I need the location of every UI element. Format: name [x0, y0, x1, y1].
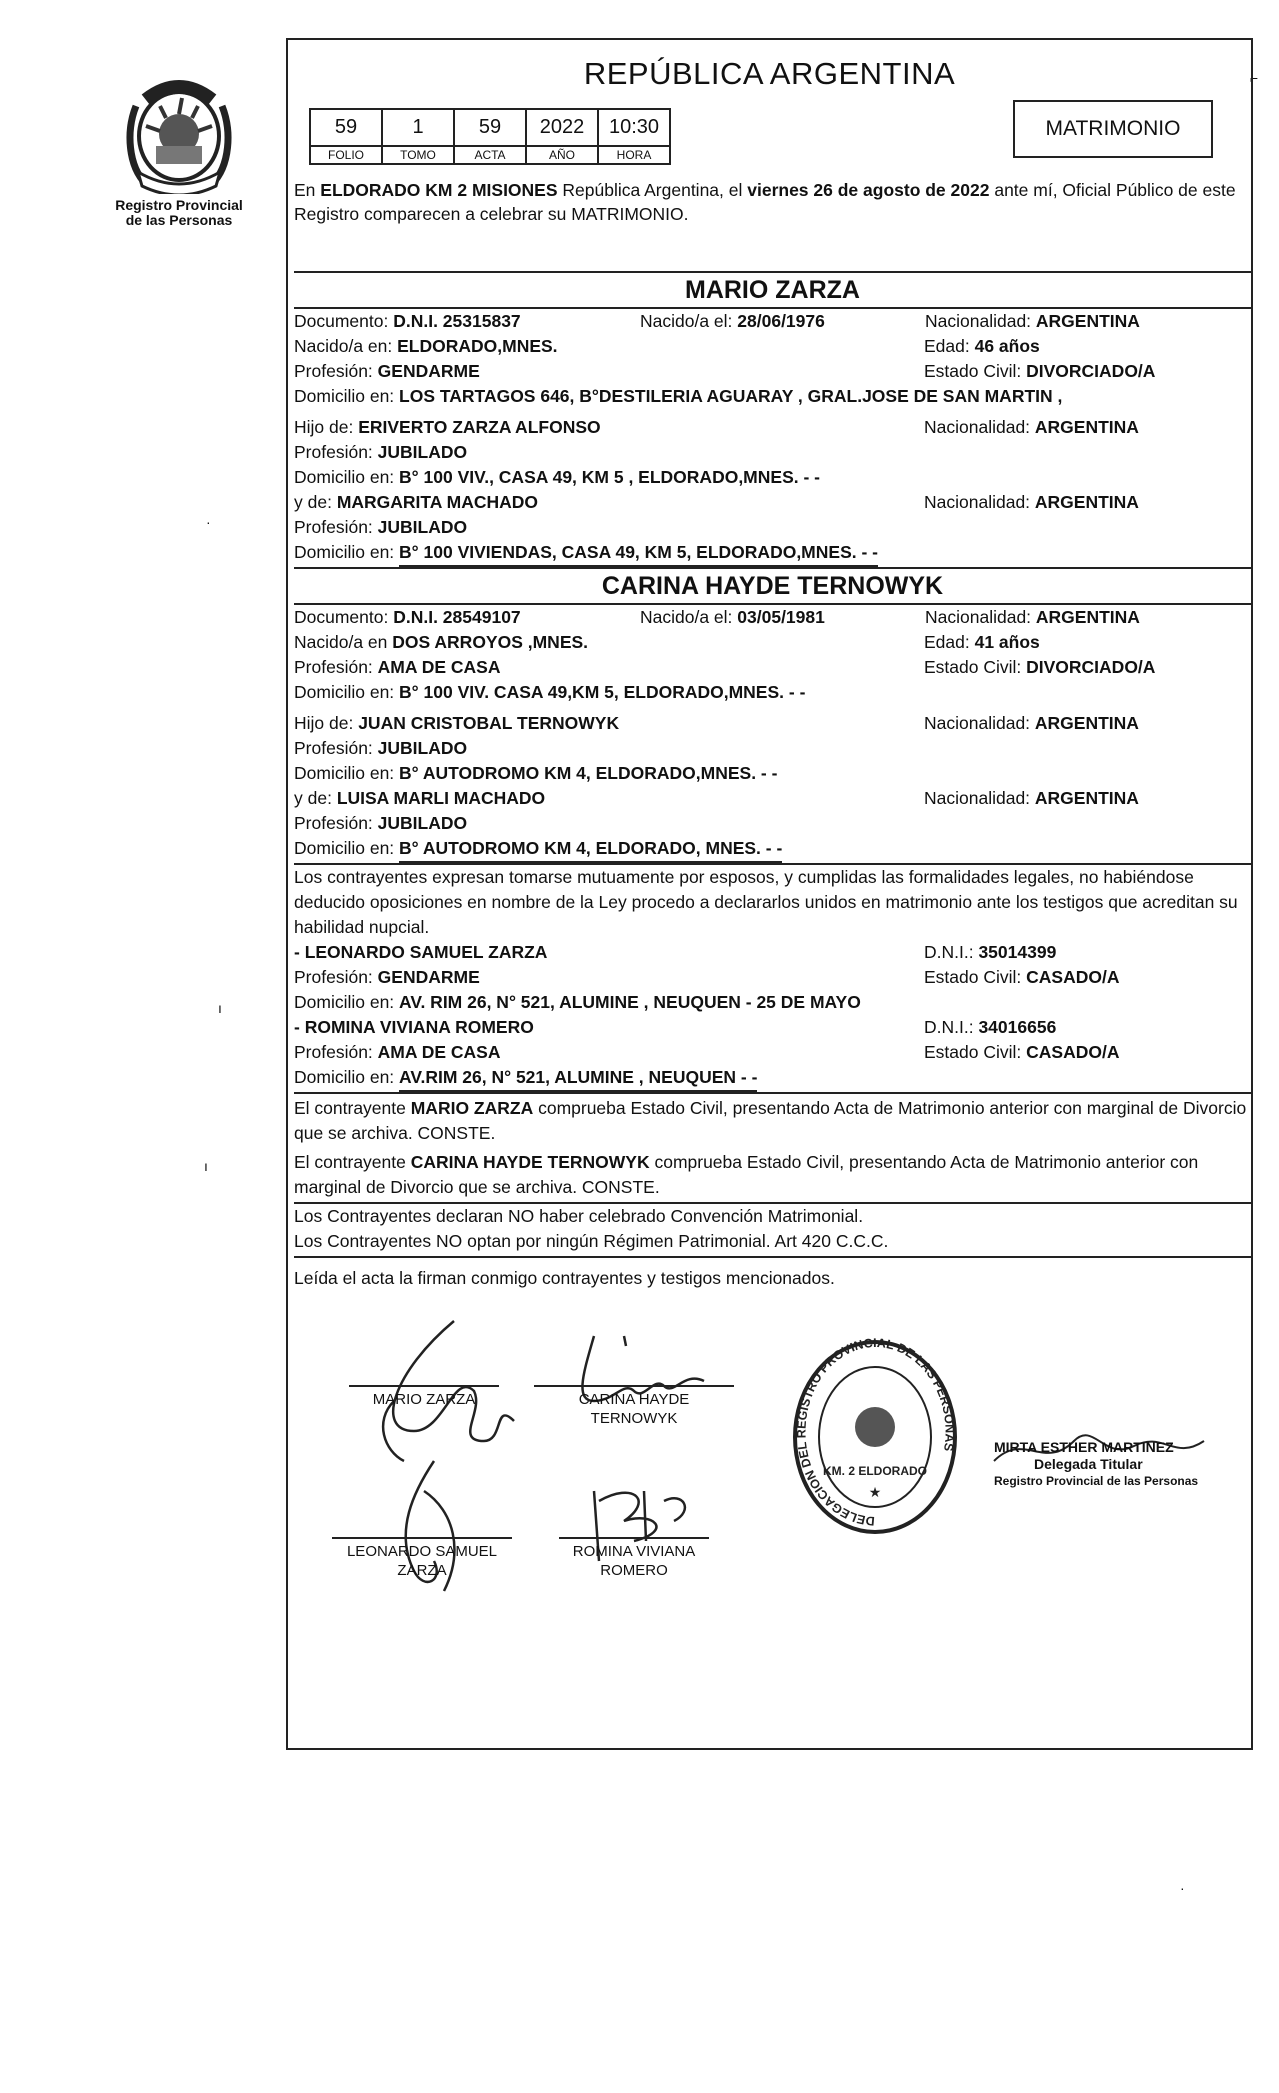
witness1-signature-block — [332, 1537, 512, 1580]
bride-row-father — [294, 711, 1251, 736]
field-label: Domicilio en: — [294, 1067, 400, 1087]
field-label: Nacionalidad: — [924, 417, 1035, 437]
groom-birthplace: ELDORADO,MNES. — [397, 336, 558, 356]
logo-caption — [104, 198, 254, 228]
field-label: D.N.I.: — [924, 1017, 979, 1037]
witness2-row-addr — [294, 1065, 1251, 1092]
registry-logo — [104, 76, 254, 228]
intro-text: República Argentina, el — [557, 180, 748, 200]
seal-center-text: KM. 2 ELDORADO — [822, 1464, 928, 1478]
field-label: Domicilio en: — [294, 682, 400, 702]
field-label: Domicilio en: — [294, 386, 400, 406]
acta-label: ACTA — [454, 146, 526, 164]
country-title: REPÚBLICA ARGENTINA — [583, 56, 956, 91]
witness1-address: AV. RIM 26, N° 521, ALUMINE , NEUQUEN - 25 DE MAYO — [399, 992, 861, 1012]
folio-label: FOLIO — [310, 146, 382, 164]
registry-table — [309, 108, 671, 165]
signature-area — [294, 1291, 1251, 1651]
bride-row-father-prof — [294, 736, 1251, 761]
field-label: Edad: — [924, 336, 975, 356]
field-label: Profesión: — [294, 361, 378, 381]
field-label: Nacido/a el: — [640, 311, 738, 331]
field-label: Documento: — [294, 607, 394, 627]
logo-caption-line1: Registro Provincial — [115, 197, 243, 213]
tomo-value: 1 — [382, 109, 454, 146]
groom-mother-nationality: ARGENTINA — [1034, 492, 1139, 512]
field-label: y de: — [294, 492, 337, 512]
certificate-frame — [286, 38, 1253, 1750]
field-label: Nacido/a en: — [294, 336, 398, 356]
witness2-row-name — [294, 1015, 1251, 1040]
witness1-row-name — [294, 940, 1251, 965]
field-label: Profesión: — [294, 657, 378, 677]
field-label: Nacionalidad: — [924, 713, 1035, 733]
bride-father-nationality: ARGENTINA — [1034, 713, 1139, 733]
note-bride-civil-status — [294, 1150, 1251, 1200]
note-text: El contrayente — [294, 1152, 411, 1172]
field-label: Domicilio en: — [294, 542, 400, 562]
bride-signature-block — [534, 1385, 734, 1428]
field-label: D.N.I.: — [924, 942, 979, 962]
bride-mother-profession: JUBILADO — [377, 813, 468, 833]
seal-ring-text: DELEGACION DEL REGISTRO PROVINCIAL DE LAS PERSONAS — [794, 1337, 957, 1529]
note-regime: Los Contrayentes NO optan por ningún Régimen Patrimonial. Art 420 C.C.C. — [294, 1231, 889, 1251]
field-label: Estado Civil: — [924, 657, 1027, 677]
groom-row-addr — [294, 384, 1251, 409]
witness1-profession: GENDARME — [377, 967, 480, 987]
bride-address: B° 100 VIV. CASA 49,KM 5, ELDORADO,MNES. - - — [399, 682, 806, 702]
bride-father: JUAN CRISTOBAL TERNOWYK — [358, 713, 620, 733]
note-text: El contrayente — [294, 1098, 411, 1118]
witness2-civil-status: CASADO/A — [1026, 1042, 1120, 1062]
witness2-profession: AMA DE CASA — [377, 1042, 501, 1062]
acta-value: 59 — [454, 109, 526, 146]
witness2-dni: 34016656 — [978, 1017, 1057, 1037]
groom-signature-name: MARIO ZARZA — [372, 1391, 476, 1408]
witness2-signature-name: ROMINA VIVIANA — [572, 1543, 696, 1560]
official-org: Registro Provincial de las Personas — [994, 1474, 1199, 1488]
groom-father-profession: JUBILADO — [377, 442, 468, 462]
bride-row-mother-prof — [294, 811, 1251, 836]
groom-mother-address: B° 100 VIVIENDAS, CASA 49, KM 5, ELDORADO,MNES. - - — [399, 540, 878, 567]
note-convention: Los Contrayentes declaran NO haber celebrado Convención Matrimonial. — [294, 1206, 864, 1226]
groom-row-father-prof — [294, 440, 1251, 465]
witness1-name: - LEONARDO SAMUEL ZARZA — [294, 942, 548, 962]
official-name: MIRTA ESTHER MARTINEZ — [994, 1439, 1174, 1455]
bride-father-address: B° AUTODROMO KM 4, ELDORADO,MNES. - - — [399, 763, 778, 783]
field-label: Nacionalidad: — [925, 607, 1036, 627]
field-label: Documento: — [294, 311, 394, 331]
witness2-row-prof — [294, 1040, 1251, 1065]
bride-row-mother — [294, 786, 1251, 811]
field-label: Domicilio en: — [294, 467, 400, 487]
bride-doc: D.N.I. 28549107 — [393, 607, 521, 627]
misiones-coat-of-arms-icon — [116, 76, 242, 194]
witness1-civil-status: CASADO/A — [1026, 967, 1120, 987]
field-label: Domicilio en: — [294, 838, 400, 858]
folio-value: 59 — [310, 109, 382, 146]
note-read-signed: Leída el acta la firman conmigo contrayentes y testigos mencionados. — [294, 1268, 835, 1288]
field-label: Nacido/a en — [294, 632, 393, 652]
groom-address: LOS TARTAGOS 646, B°DESTILERIA AGUARAY , GRAL.JOSE DE SAN MARTIN , — [399, 386, 1063, 406]
witness1-row-prof — [294, 965, 1251, 990]
official-signature-block — [994, 1439, 1198, 1490]
bride-row-prof — [294, 655, 1251, 680]
witness1-row-addr — [294, 990, 1251, 1015]
groom-father: ERIVERTO ZARZA ALFONSO — [358, 417, 601, 437]
field-label: Profesión: — [294, 738, 378, 758]
witness1-signature-surname: ZARZA — [397, 1562, 447, 1579]
bride-row-doc — [294, 605, 1251, 630]
bride-signature-surname: TERNOWYK — [590, 1410, 678, 1427]
bride-mother: LUISA MARLI MACHADO — [336, 788, 546, 808]
witness1-dni: 35014399 — [978, 942, 1057, 962]
bride-row-birthplace — [294, 630, 1251, 655]
witness2-signature-block — [559, 1537, 709, 1580]
note-text: comprueba Estado Civil, presentando Acta de Matrimonio anterior con marginal de Divorcio que se archiva. CONSTE. — [294, 1098, 1247, 1143]
field-label: Domicilio en: — [294, 992, 400, 1012]
groom-row-father-addr — [294, 465, 1251, 490]
bride-mother-nationality: ARGENTINA — [1034, 788, 1139, 808]
field-label: Profesión: — [294, 967, 378, 987]
intro-text: En — [294, 180, 321, 200]
field-label: Nacido/a el: — [640, 607, 738, 627]
hora-value: 10:30 — [598, 109, 670, 146]
groom-row-prof — [294, 359, 1251, 384]
intro-date: viernes 26 de agosto de 2022 — [747, 180, 990, 200]
groom-row-mother-prof — [294, 515, 1251, 540]
note-name: MARIO ZARZA — [410, 1098, 534, 1118]
groom-doc: D.N.I. 25315837 — [393, 311, 521, 331]
groom-row-mother-addr — [294, 540, 1251, 567]
field-label: Profesión: — [294, 517, 378, 537]
bride-row-mother-addr — [294, 836, 1251, 863]
bride-mother-address: B° AUTODROMO KM 4, ELDORADO, MNES. - - — [399, 836, 782, 863]
scan-mark: ı — [204, 1158, 208, 1174]
registry-seal-icon — [790, 1337, 960, 1537]
field-label: Edad: — [924, 632, 975, 652]
groom-mother: MARGARITA MACHADO — [336, 492, 539, 512]
intro-paragraph — [294, 179, 1251, 271]
groom-row-birthplace — [294, 334, 1251, 359]
bride-profession: AMA DE CASA — [377, 657, 501, 677]
witness2-address: AV.RIM 26, N° 521, ALUMINE , NEUQUEN - - — [399, 1065, 757, 1092]
certificate-body — [294, 179, 1251, 1651]
bride-row-father-addr — [294, 761, 1251, 786]
bride-nationality: ARGENTINA — [1035, 607, 1140, 627]
scan-mark: ⌐ — [1250, 70, 1259, 86]
groom-row-father — [294, 415, 1251, 440]
bride-name: CARINA HAYDE TERNOWYK — [601, 572, 944, 600]
groom-name: MARIO ZARZA — [685, 276, 860, 304]
official-role: Delegada Titular — [1034, 1456, 1143, 1472]
groom-profession: GENDARME — [377, 361, 480, 381]
field-label: Nacionalidad: — [925, 311, 1036, 331]
ano-label: AÑO — [526, 146, 598, 164]
groom-father-nationality: ARGENTINA — [1034, 417, 1139, 437]
declaration-paragraph: Los contrayentes expresan tomarse mutuamente por esposos, y cumplidas las formalidades legales, no habiéndose deducido oposiciones en nombre de la Ley procedo a declararlos unidos en matrimonio ante los testigos que acreditan su habilidad nupcial. — [294, 867, 1238, 937]
hora-label: HORA — [598, 146, 670, 164]
field-label: Hijo de: — [294, 417, 359, 437]
field-label: Profesión: — [294, 442, 378, 462]
groom-nationality: ARGENTINA — [1035, 311, 1140, 331]
field-label: Estado Civil: — [924, 1042, 1027, 1062]
note-text: comprueba Estado Civil, presentando Acta de Matrimonio anterior con marginal de Divorcio que se archiva. CONSTE. — [294, 1152, 1199, 1197]
field-label: Estado Civil: — [924, 967, 1027, 987]
groom-age: 46 años — [974, 336, 1040, 356]
field-label: Domicilio en: — [294, 763, 400, 783]
scan-mark: ı — [218, 1000, 222, 1016]
groom-row-doc — [294, 309, 1251, 334]
witness1-signature-name: LEONARDO SAMUEL — [346, 1543, 498, 1560]
field-label: Nacionalidad: — [924, 492, 1035, 512]
tomo-label: TOMO — [382, 146, 454, 164]
note-name: CARINA HAYDE TERNOWYK — [410, 1152, 650, 1172]
bride-signature-name: CARINA HAYDE — [578, 1391, 690, 1408]
bride-birthdate: 03/05/1981 — [737, 607, 825, 627]
groom-row-mother — [294, 490, 1251, 515]
scan-mark: · — [1180, 1880, 1185, 1896]
scan-mark: · — [206, 514, 211, 530]
logo-caption-line2: de las Personas — [125, 212, 233, 228]
groom-father-address: B° 100 VIV., CASA 49, KM 5 , ELDORADO,MNES. - - — [399, 467, 820, 487]
bride-birthplace: DOS ARROYOS ,MNES. — [392, 632, 589, 652]
field-label: Nacionalidad: — [924, 788, 1035, 808]
intro-place: ELDORADO KM 2 MISIONES — [320, 180, 558, 200]
bride-civil-status: DIVORCIADO/A — [1026, 657, 1156, 677]
field-label: y de: — [294, 788, 337, 808]
groom-mother-profession: JUBILADO — [377, 517, 468, 537]
field-label: Hijo de: — [294, 713, 359, 733]
bride-row-addr — [294, 680, 1251, 705]
groom-signature-block — [349, 1385, 499, 1409]
field-label: Profesión: — [294, 813, 378, 833]
field-label: Profesión: — [294, 1042, 378, 1062]
intro-text: ante mí, Oficial Público de este Registro comparecen a celebrar su MATRIMONIO. — [294, 180, 1236, 224]
witness2-name: - ROMINA VIVIANA ROMERO — [294, 1017, 534, 1037]
svg-text:★: ★ — [868, 1484, 882, 1500]
ano-value: 2022 — [526, 109, 598, 146]
witness2-signature-surname: ROMERO — [600, 1562, 668, 1579]
field-label: Estado Civil: — [924, 361, 1027, 381]
note-groom-civil-status — [294, 1096, 1251, 1146]
bride-father-profession: JUBILADO — [377, 738, 468, 758]
act-type-box: MATRIMONIO — [1013, 100, 1213, 158]
groom-birthdate: 28/06/1976 — [737, 311, 825, 331]
groom-civil-status: DIVORCIADO/A — [1026, 361, 1156, 381]
bride-age: 41 años — [974, 632, 1040, 652]
